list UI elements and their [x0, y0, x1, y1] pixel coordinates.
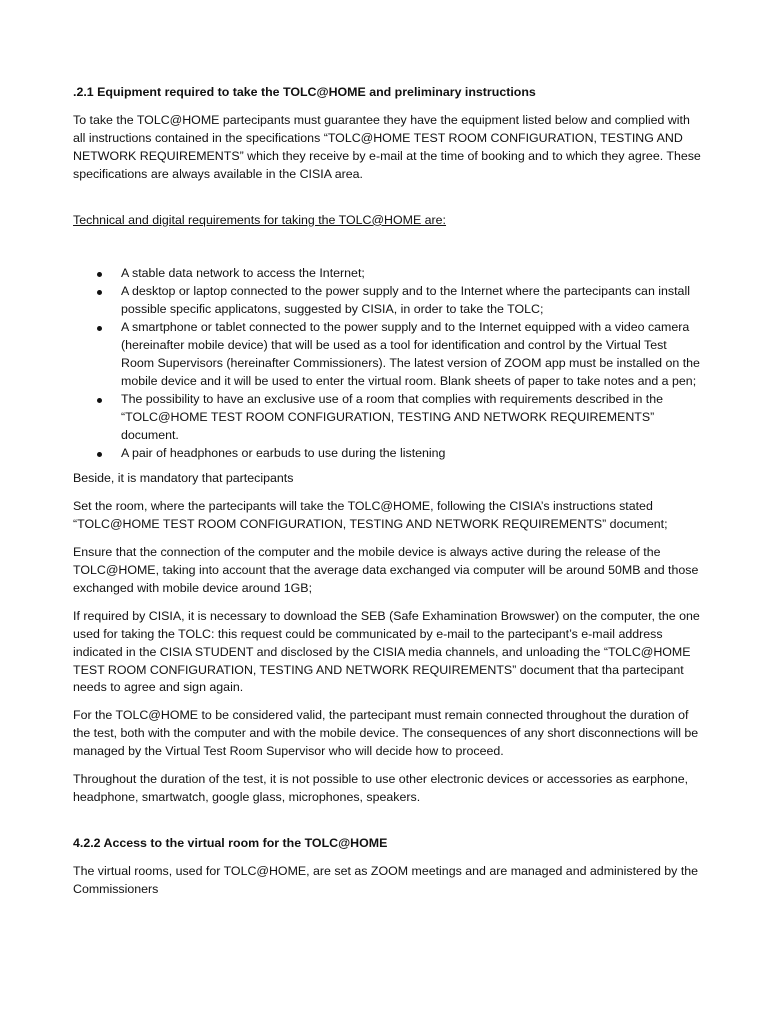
list-item-text: A smartphone or tablet connected to the power supply and to the Internet equipped with a video camera (hereinafter mobile device) that will be used as a tool for identification and control by the Virtual Test Room Supervisors (hereinafter Commissioners). The latest version of ZOOM app must be installed on the mobile device and it will be used to enter the virtual room. Blank sheets of paper to take notes and a pen;	[121, 320, 700, 388]
section-4-2-2-text: The virtual rooms, used for TOLC@HOME, are set as ZOOM meetings and are managed and administered by the Commissioners	[73, 863, 699, 896]
list-item	[73, 445, 701, 463]
bullet-icon	[97, 452, 102, 457]
list-item-text: A pair of headphones or earbuds to use during the listening	[121, 445, 446, 460]
paragraph: Ensure that the connection of the computer and the mobile device is always active during the release of the TOLC@HOME, taking into account that the average data exchanged via computer will be around 50MB and those exchanged with mobile device around 1GB;	[73, 545, 699, 595]
bullet-icon	[97, 290, 102, 295]
requirements-list	[73, 265, 701, 462]
bullet-icon	[97, 326, 102, 331]
list-item	[73, 283, 701, 319]
list-item-text: A stable data network to access the Internet;	[121, 266, 365, 281]
bullet-icon	[97, 398, 102, 403]
section-4-2-2-title: 4.2.2 Access to the virtual room for the TOLC@HOME	[73, 835, 388, 850]
list-item-text: A desktop or laptop connected to the power supply and to the Internet where the partecipants can install possible specific applicatons, suggested by CISIA, in order to take the TOLC;	[121, 284, 690, 317]
paragraph: If required by CISIA, it is necessary to download the SEB (Safe Exhamination Browswer) on the computer, the one used for taking the TOLC: this request could be communicated by e-mail to the partecipant’s e-mail address indicated in the CISIA STUDENT and disclosed by the CISIA media channels, and unloading the “TOLC@HOME TEST ROOM CONFIGURATION, TESTING AND NETWORK REQUIREMENTS” document that tha partecipant needs to agree and sign again.	[73, 608, 700, 695]
document-content	[73, 84, 701, 909]
list-item	[73, 265, 701, 283]
paragraph: For the TOLC@HOME to be considered valid, the partecipant must remain connected throughout the duration of the test, both with the computer and with the mobile device. The consequences of any short disconnections will be managed by the Virtual Test Room Supervisor who will decide how to proceed.	[73, 708, 699, 759]
section-2-1-intro: To take the TOLC@HOME partecipants must guarantee they have the equipment listed below and complied with all instructions contained in the specifications “TOLC@HOME TEST ROOM CONFIGURATION, TESTING AND NETWORK REQUIREMENTS” which they receive by e-mail at the time of booking and to which they agree. These specifications are always available in the CISIA area.	[73, 112, 701, 181]
paragraph: Throughout the duration of the test, it is not possible to use other electronic devices or accessories as earphone, headphone, smartwatch, google glass, microphones, speakers.	[73, 772, 689, 804]
list-item	[73, 391, 701, 445]
bullet-icon	[97, 272, 102, 277]
requirements-heading: Technical and digital requirements for taking the TOLC@HOME are:	[73, 212, 447, 227]
list-item	[73, 319, 701, 391]
list-item-text: The possibility to have an exclusive use of a room that complies with requirements described in the “TOLC@HOME TEST ROOM CONFIGURATION, TESTING AND NETWORK REQUIREMENTS” document.	[121, 391, 664, 442]
section-2-1-title: .2.1 Equipment required to take the TOLC@HOME and preliminary instructions	[73, 85, 536, 99]
paragraph: Set the room, where the partecipants will take the TOLC@HOME, following the CISIA’s instructions stated “TOLC@HOME TEST ROOM CONFIGURATION, TESTING AND NETWORK REQUIREMENTS” document;	[73, 499, 668, 532]
paragraph: Beside, it is mandatory that partecipants	[73, 471, 294, 486]
